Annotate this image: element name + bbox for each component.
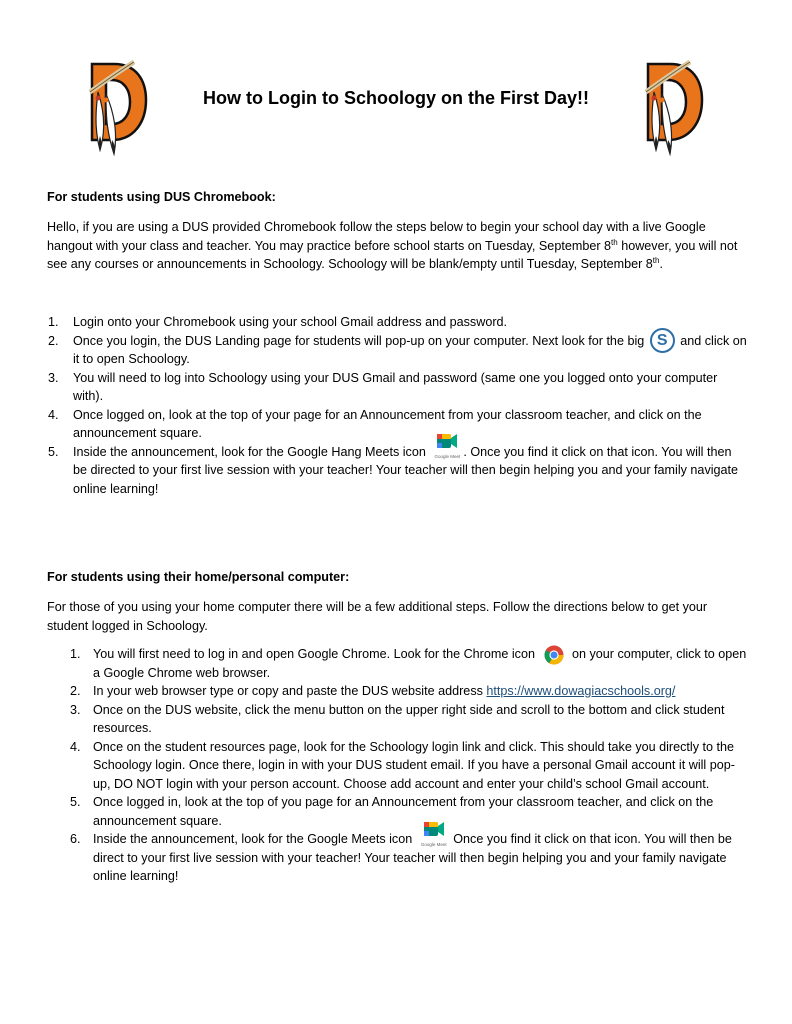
chrome-icon	[544, 645, 564, 665]
google-meet-caption: Google Meet	[420, 841, 447, 847]
list-item: 1. You will first need to log in and open Google Chrome. Look for the Chrome icon on your computer, click to open a Google Chrome web browser.	[93, 645, 748, 682]
dus-website-link[interactable]: https://www.dowagiacschools.org/	[486, 684, 676, 698]
list-item: 3. You will need to log into Schoology using your DUS Gmail and password (same one you logged onto your computer with).	[48, 370, 718, 403]
section-heading-chromebook: For students using DUS Chromebook:	[47, 190, 276, 204]
google-meet-caption: Google Meet	[434, 454, 461, 460]
list-item: 1. Login onto your Chromebook using your school Gmail address and password.	[48, 315, 508, 329]
section-heading-home-computer: For students using their home/personal computer:	[47, 570, 350, 584]
list-item: 2. In your web browser type or copy and paste the DUS website address https://www.dowagiacschools.org/	[70, 684, 676, 698]
google-meet-icon	[418, 820, 448, 850]
list-item: 4. Once on the student resources page, look for the Schoology login link and click. This should take you directly to the Schoology login. Once there, login in with your DUS student email. If you have a personal Gmail account it will pop-up, DO NOT login with your person account. Choose add account and enter your child’s school Gmail account.	[70, 739, 735, 791]
home-computer-steps	[70, 645, 748, 886]
page-title: How to Login to Schoology on the First Day!!	[203, 88, 589, 108]
chromebook-intro: Hello, if you are using a DUS provided Chromebook follow the steps below to begin your school day with a live Google hangout with your class and teacher. You may practice before school starts on Tuesday, September 8th however, you will not see any courses or announcements in Schoology. Schoology will be blank/empty until Tuesday, September 8th.	[47, 220, 738, 271]
district-logo-right	[640, 58, 704, 158]
chromebook-steps	[48, 313, 748, 498]
google-meet-icon	[431, 432, 461, 462]
district-logo-left	[84, 58, 148, 158]
list-item: 3. Once on the DUS website, click the menu button on the upper right side and scroll to the bottom and click student resources.	[70, 702, 725, 735]
list-item: 5. Once logged in, look at the top of you page for an Announcement from your classroom teacher, and click on the announcement square.	[70, 795, 714, 828]
home-computer-intro: For those of you using your home computer there will be a few additional steps. Follow the directions below to get your student logged in Schoology.	[47, 600, 708, 633]
list-item: 6. Inside the announcement, look for the Google Meets icon Google Meet Once you find it click on that icon. You will then be direct to your first live session with your teacher! Your teacher will then begin helping you and your family navigate online learning!	[93, 830, 748, 886]
schoology-icon: S	[650, 328, 675, 353]
list-item: 2. Once you login, the DUS Landing page for students will pop-up on your computer. Next look for the big S and click on it to open Schoology.	[73, 332, 748, 369]
list-item: 5. Inside the announcement, look for the Google Hang Meets icon Google Meet . Once you find it click on that icon. You will then be directed to your first live session with your teacher! Your teacher will then begin helping you and your family navigate online learning!	[73, 443, 748, 499]
list-item: 4. Once logged on, look at the top of your page for an Announcement from your classroom teacher, and click on the announcement square.	[48, 407, 702, 440]
